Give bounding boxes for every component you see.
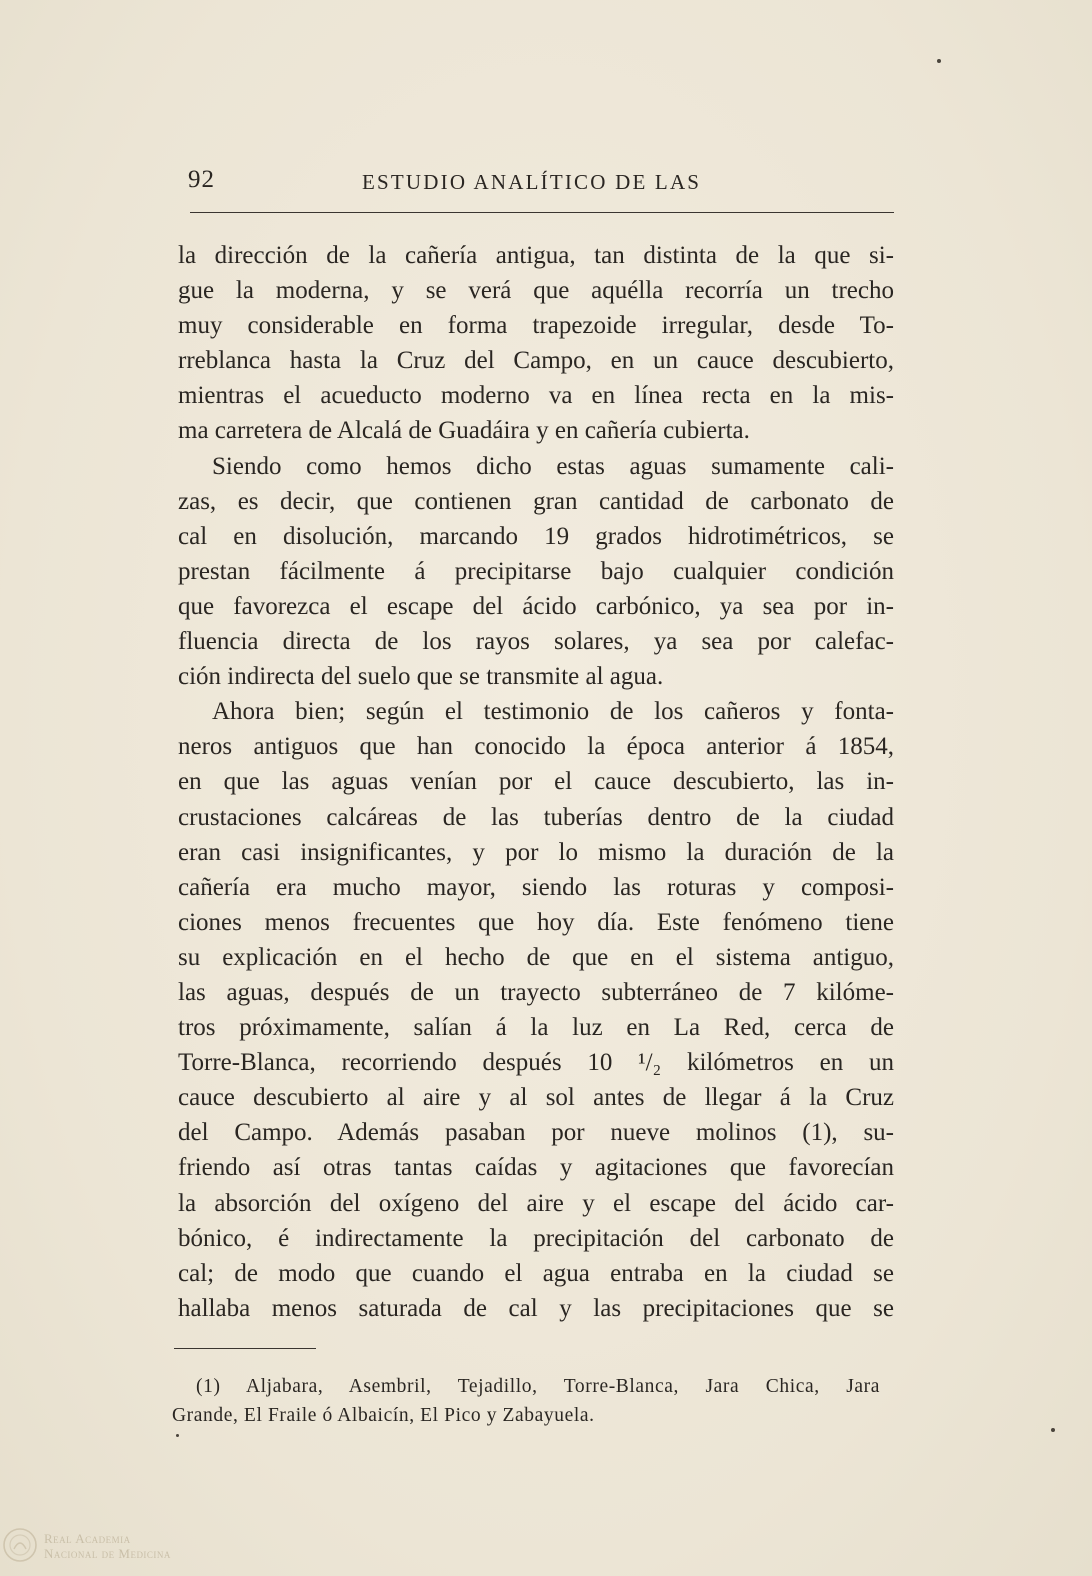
ink-speck bbox=[176, 1434, 179, 1437]
text-line: cauce descubierto al aire y al sol antes de llegar á la Cruz bbox=[178, 1084, 894, 1112]
text-line: cal en disolución, marcando 19 grados hidrotimétricos, se bbox=[178, 522, 894, 550]
text-line: prestan fácilmente á precipitarse bajo cualquier condición bbox=[178, 557, 894, 585]
text-line: en que las aguas venían por el cauce descubierto, las in- bbox=[178, 768, 894, 796]
text-line: bónico, é indirectamente la precipitación del carbonato de bbox=[178, 1224, 894, 1252]
body-text bbox=[178, 238, 894, 1326]
text-line: fluencia directa de los rayos solares, ya sea por calefac- bbox=[178, 628, 894, 656]
footnotes bbox=[172, 1372, 880, 1430]
ink-speck bbox=[937, 59, 941, 63]
text-line: cañería era mucho mayor, siendo las roturas y composi- bbox=[178, 873, 894, 901]
text-line: friendo así otras tantas caídas y agitaciones que favorecían bbox=[178, 1154, 894, 1182]
text-line: las aguas, después de un trayecto subterráneo de 7 kilóme- bbox=[178, 978, 894, 1006]
text-line: que favorezca el escape del ácido carbónico, ya sea por in- bbox=[178, 592, 894, 620]
text-line: neros antiguos que han conocido la época anterior á 1854, bbox=[178, 733, 894, 761]
footnote-line: Grande, El Fraile ó Albaicín, El Pico y Zabayuela. bbox=[172, 1405, 595, 1426]
academy-seal-icon bbox=[2, 1527, 38, 1563]
seal-line-2: Nacional de Medicina bbox=[44, 1546, 171, 1561]
text-line: la absorción del oxígeno del aire y el escape del ácido car- bbox=[178, 1189, 894, 1217]
text-line: gue la moderna, y se verá que aquélla recorría un trecho bbox=[178, 277, 894, 305]
text-line: eran casi insignificantes, y por lo mismo la duración de la bbox=[178, 838, 894, 866]
seal-line-1: Real Academia bbox=[44, 1531, 131, 1546]
text-line: Ahora bien; según el testimonio de los cañeros y fonta- bbox=[212, 698, 894, 726]
text-line: del Campo. Además pasaban por nueve molinos (1), su- bbox=[178, 1119, 894, 1147]
footnote-rule bbox=[174, 1348, 316, 1349]
text-line: ción indirecta del suelo que se transmite al agua. bbox=[178, 663, 664, 691]
text-line: zas, es decir, que contienen gran cantidad de carbonato de bbox=[178, 487, 894, 515]
text-line: tros próximamente, salían á la luz en La Red, cerca de bbox=[178, 1014, 894, 1042]
seal-text bbox=[44, 1531, 171, 1561]
library-seal bbox=[2, 1527, 192, 1567]
text-line: la dirección de la cañería antigua, tan distinta de la que si- bbox=[178, 242, 894, 269]
text-line: rreblanca hasta la Cruz del Campo, en un cauce descubierto, bbox=[178, 347, 894, 375]
text-line: hallaba menos saturada de cal y las precipitaciones que se bbox=[178, 1294, 894, 1322]
ink-speck bbox=[1051, 1428, 1055, 1432]
footnote-line: (1) Aljabara, Asembril, Tejadillo, Torre-Blanca, Jara Chica, Jara bbox=[196, 1376, 880, 1397]
running-title: ESTUDIO ANALÍTICO DE LAS bbox=[362, 170, 702, 194]
text-line: ma carretera de Alcalá de Guadáira y en cañería cubierta. bbox=[178, 417, 750, 445]
page-header bbox=[188, 166, 894, 200]
header-rule bbox=[190, 212, 894, 213]
text-line: muy considerable en forma trapezoide irregular, desde To- bbox=[178, 312, 894, 340]
text-line: crustaciones calcáreas de las tuberías dentro de la ciudad bbox=[178, 803, 894, 831]
text-line: mientras el acueducto moderno va en línea recta en la mis- bbox=[178, 382, 894, 410]
page-number: 92 bbox=[188, 166, 215, 193]
text-line: su explicación en el hecho de que en el sistema antiguo, bbox=[178, 943, 894, 971]
text-line: cal; de modo que cuando el agua entraba en la ciudad se bbox=[178, 1259, 894, 1287]
text-line: Siendo como hemos dicho estas aguas sumamente cali- bbox=[212, 452, 894, 480]
text-line: Torre-Blanca, recorriendo después 10 ¹/₂ kilómetros en un bbox=[178, 1049, 894, 1077]
text-line: ciones menos frecuentes que hoy día. Este fenómeno tiene bbox=[178, 908, 894, 936]
